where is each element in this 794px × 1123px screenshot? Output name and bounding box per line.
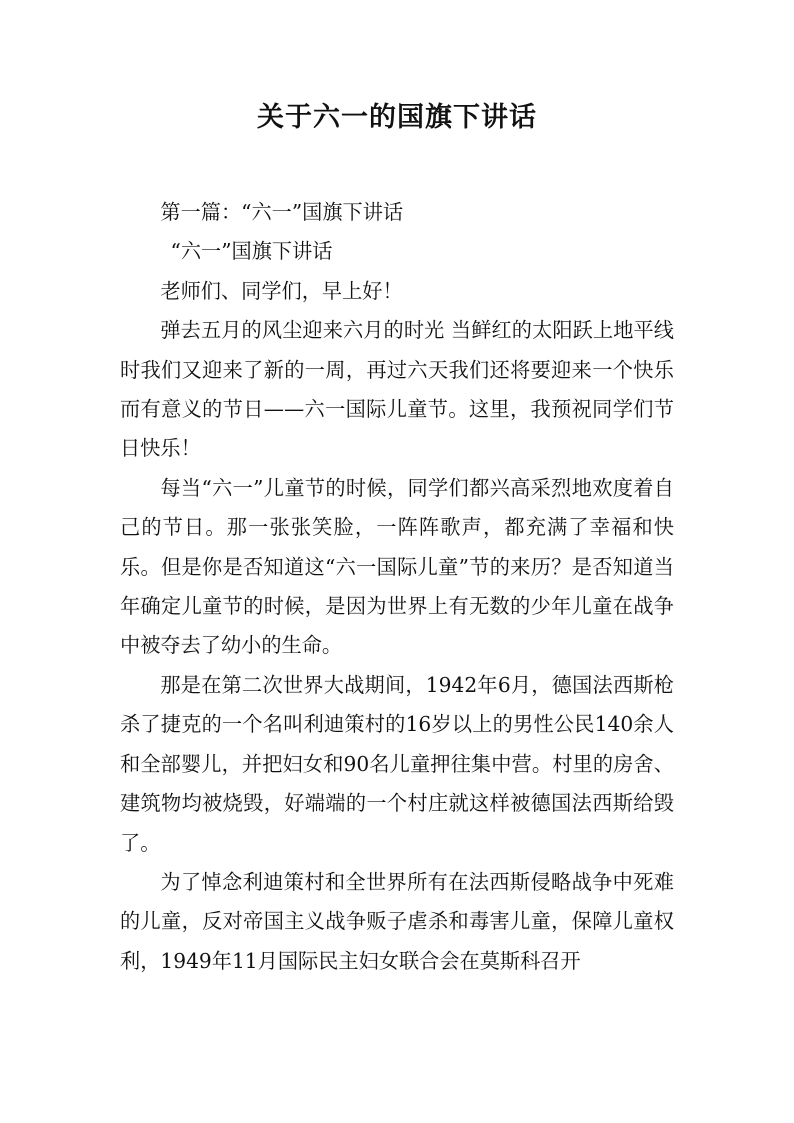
paragraph: 那是在第二次世界大战期间，1942年6月，德国法西斯枪杀了捷克的一个名叫利迪策村的16岁以上的男性公民140余人和全部婴儿，并把妇女和90名儿童押往集中营。村里的房舍、建筑物均被烧毁，好端端的一个村庄就这样被德国法西斯给毁了。 [120, 672, 674, 855]
paragraph: 弹去五月的风尘迎来六月的时光 当鲜红的太阳跃上地平线时我们又迎来了新的一周，再过六天我们还将要迎来一个快乐而有意义的节日——六一国际儿童节。这里，我预祝同学们节日快乐！ [120, 318, 674, 461]
document-title: 关于六一的国旗下讲话 [257, 102, 537, 133]
paragraph: 每当“六一”儿童节的时候，同学们都兴高采烈地欢度着自己的节日。那一张张笑脸，一阵阵歌声，都充满了幸福和快乐。但是你是否知道这“六一国际儿童”节的来历？是否知道当年确定儿童节的时候，是因为世界上有无数的少年儿童在战争中被夺去了幼小的生命。 [120, 475, 674, 658]
section-heading: 第一篇：“六一”国旗下讲话 [160, 200, 404, 224]
document-body [120, 193, 674, 981]
greeting: 老师们、同学们，早上好！ [160, 278, 403, 303]
paragraph: 为了悼念利迪策村和全世界所有在法西斯侵略战争中死难的儿童，反对帝国主义战争贩子虐杀和毒害儿童，保障儿童权利，1949年11月国际民主妇女联合会在莫斯科召开 [120, 869, 674, 973]
speech-title: “六一”国旗下讲话 [170, 239, 333, 264]
